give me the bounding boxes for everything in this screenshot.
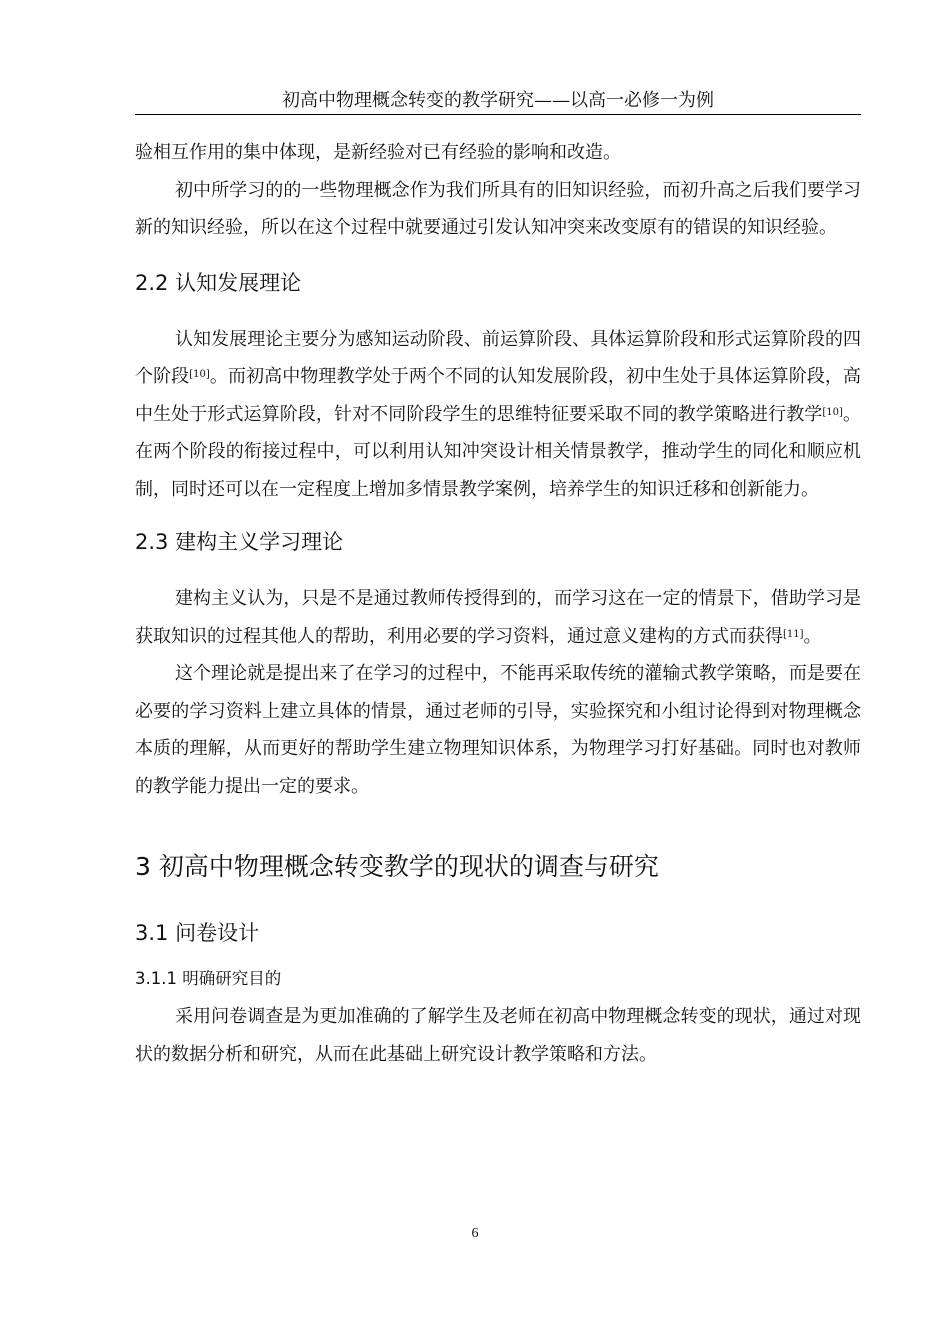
text-run: 。在两个阶段的衔接过程中，可以利用认知冲突设计相关情景教学，推动学生的同化和顺应机制，同时还可以在一定程度上增加多情景教学案例，培养学生的知识迁移和创新能力。	[135, 403, 862, 500]
paragraph-research-purpose: 采用问卷调查是为更加准确的了解学生及老师在初高中物理概念转变的现状，通过对现状的数据分析和研究，从而在此基础上研究设计教学策略和方法。	[135, 1006, 861, 1065]
paragraph-prior-knowledge: 初中所学习的的一些物理概念作为我们所具有的旧知识经验，而初升高之后我们要学习新的知识经验，所以在这个过程中就要通过引发认知冲突来改变原有的错误的知识经验。	[135, 179, 861, 238]
citation-ref: [11]	[783, 628, 804, 640]
text-run: 认知发展理论主要分为感知运动阶段、前运算阶段、具体运算阶段和形式运算阶段的四个阶段	[135, 328, 861, 387]
section-heading-3-1: 3.1 问卷设计	[135, 921, 260, 945]
paragraph-continuation: 验相互作用的集中体现，是新经验对已有经验的影响和改造。	[135, 142, 621, 163]
subsection-heading-3-1-1: 3.1.1 明确研究目的	[135, 969, 282, 988]
section-heading-2-3: 2.3 建构主义学习理论	[135, 530, 344, 554]
citation-ref: [10]	[822, 406, 843, 418]
citation-ref: [10]	[189, 369, 210, 380]
page-body	[135, 134, 861, 1073]
text-run: 建构主义认为，只是不是通过教师传授得到的，而学习这在一定的情景下，借助学习是获取知识的过程其他人的帮助，利用必要的学习资料，通过意义建构的方式而获得	[135, 588, 861, 647]
section-heading-2-2: 2.2 认知发展理论	[135, 270, 302, 295]
header-title: 初高中物理概念转变的教学研究——以高一必修一为例	[282, 90, 714, 111]
text-run: 。	[803, 625, 822, 647]
paragraph-theory-implication: 这个理论就是提出来了在学习的过程中，不能再采取传统的灌输式教学策略，而是要在必要的学习资料上建立具体的情景，通过老师的引导，实验探究和小组讨论得到对物理概念本质的理解，从而更好的帮助学生建立物理知识体系，为物理学习打好基础。同时也对教师的教学能力提出一定的要求。	[135, 663, 861, 797]
paragraph-cognitive-development	[135, 321, 861, 509]
page-number: 6	[471, 1226, 479, 1241]
running-header	[135, 88, 861, 115]
paragraph-constructivism	[135, 580, 861, 655]
text-run: 。而初高中物理教学处于两个不同的认知发展阶段，初中生处于具体运算阶段，高中生处于形式运算阶段，针对不同阶段学生的思维特征要采取不同的教学策略进行教学	[135, 366, 862, 425]
chapter-heading-3: 3 初高中物理概念转变教学的现状的调查与研究	[135, 852, 659, 881]
